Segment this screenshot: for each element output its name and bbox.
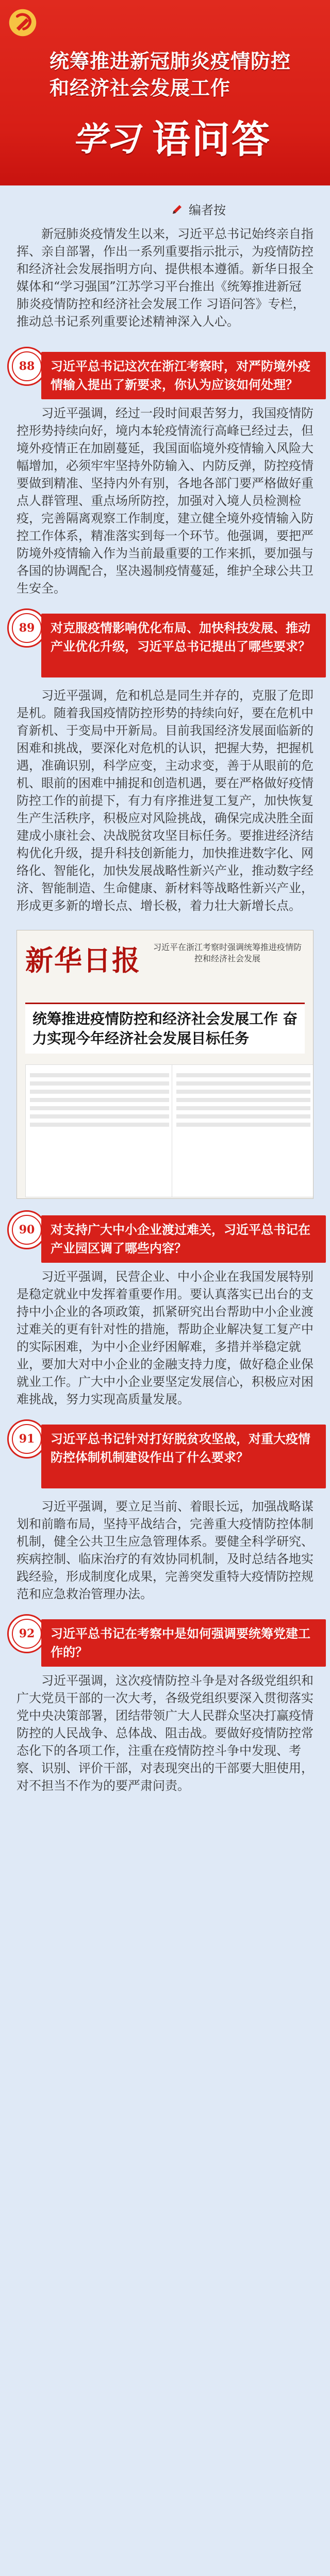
series-title <box>62 108 309 165</box>
question-header <box>0 1415 330 1493</box>
question-number-badge <box>7 608 46 648</box>
answer-text: 习近平强调，要立足当前、着眼长远，加强战略谋划和前瞻布局，坚持平战结合，完善重大疫情防控体制机制，健全公共卫生应急管理体系。要健全科学研究、疾病控制、临床治疗的有效协同机制，及时总结各地实践经验，形成制度化成果，完善突发重特大疫情防控规范和应急救治管理办法。 <box>16 1499 314 1601</box>
answer-text: 习近平强调，经过一段时间艰苦努力，我国疫情防控形势持续向好，境内本轮疫情流行高峰已经过去，但境外疫情正在加剧蔓延，我国面临境外疫情输入风险大幅增加，必须牢牢坚持外防输入、内防反弹，防控疫情要做到精准、坚持内外有别，各地各部门要严格做好重点人群管理、重点场所防控，加强对入境人员检测检疫，完善隔离观察工作制度，建立健全境外疫情输入防控工作体系，精准落实到每一个环节。他强调，要把严防境外疫情输入作为当前最重要的工作来抓，要加强与各国的协调配合，坚决遏制疫情蔓延，维护全球公共卫生安全。 <box>16 406 314 596</box>
editor-label-text: 编者按 <box>189 203 226 217</box>
question-header <box>0 1206 330 1263</box>
question-header <box>0 604 330 682</box>
series-brand: 学习 <box>73 120 139 159</box>
qa-block-92 <box>0 1610 330 1794</box>
newspaper-column <box>172 1064 314 1197</box>
newspaper-masthead: 新华日报 <box>25 944 141 977</box>
qa-block-88 <box>0 343 330 597</box>
newspaper-headline: 统筹推进疫情防控和经济社会发展工作 奋力实现今年经济社会发展目标任务 <box>25 1003 305 1054</box>
question-text: 习近平总书记针对打好脱贫攻坚战，对重大疫情防控体制机制建设作出了什么要求？ <box>41 1425 326 1488</box>
qa-block-90 <box>0 1206 330 1408</box>
title-line-2: 和经济社会发展工作 <box>50 76 231 99</box>
question-header <box>0 1610 330 1667</box>
question-text: 习近平总书记在考察中是如何强调要统筹党建工作的？ <box>41 1619 326 1667</box>
newspaper-column <box>25 1064 174 1197</box>
answer-text: 习近平强调，民营企业、中小企业在我国发展特别是稳定就业中发挥着重要作用。要认真落实已出台的支持中小企业的各项政策，抓紧研究出台帮助中小企业渡过难关的更有针对性的措施，帮助企业解决复工复产中的实际困难，为中小企业纾困解难，多措并举稳定就业，要加大对中小企业的金融支持力度，做好稳企业保就业工作。广大中小企业要坚定发展信心，积极应对困难挑战，努力实现高质量发展。 <box>16 1269 314 1406</box>
editor-intro: 新冠肺炎疫情发生以来，习近平总书记始终亲自指挥、亲自部署，作出一系列重要指示批示，为疫情防控和经济社会发展指明方向、提供根本遵循。新华日报全媒体和“学习强国”江苏学习平台推出《统筹推进新冠肺炎疫情防控和经济社会发展工作 习语问答》专栏，推动总书记系列重要论述精神深入人心。 <box>16 227 314 329</box>
question-header <box>0 343 330 399</box>
question-number: 90 <box>19 1223 35 1236</box>
question-number-badge <box>7 1614 46 1653</box>
question-text: 习近平总书记这次在浙江考察时，对严防境外疫情输入提出了新要求，你认为应该如何处理？ <box>41 352 326 399</box>
qa-block-89 <box>0 604 330 914</box>
title-line-1: 统筹推进新冠肺炎疫情防控 <box>50 49 291 73</box>
header-banner <box>0 0 330 185</box>
question-text: 对支持广大中小企业渡过难关，习近平总书记在产业园区调了哪些内容？ <box>41 1215 326 1263</box>
editor-note <box>0 185 330 335</box>
party-emblem-icon <box>8 8 37 37</box>
pencil-icon <box>171 203 184 215</box>
question-number-badge <box>7 1419 46 1459</box>
question-number: 91 <box>19 1432 35 1446</box>
qa-block-91 <box>0 1415 330 1603</box>
question-number: 89 <box>19 621 35 635</box>
answer-text: 习近平强调，这次疫情防控斗争是对各级党组织和广大党员干部的一次大考，各级党组织要深入贯彻落实党中央决策部署，团结带领广大人民群众坚决打赢疫情防控的人民战争、总体战、阻击战。要做好疫情防控常态化下的各项工作，注重在疫情防控斗争中发现、考察、识别、评价干部，对表现突出的干部要大胆使用，对不担当不作为的要严肃问责。 <box>16 1673 314 1793</box>
answer-text: 习近平强调，危和机总是同生并存的，克服了危即是机。随着我国疫情防控形势的持续向好，要在危机中育新机、于变局中开新局。目前我国经济发展面临新的困难和挑战，要深化对危机的认识，把握大势，把握机遇，准确识别，科学应变，主动求变，善于从眼前的危机、眼前的困难中捕捉和创造机遇，要在严格做好疫情防控工作的前提下，有力有序推进复工复产，加快恢复生产生活秩序，积极应对风险挑战，确保完成决胜全面建成小康社会、决战脱贫攻坚目标任务。要推进经济结构优化升级，提升科技创新能力，加快推进数字化、网络化、智能化，加快发展战略性新兴产业，推动数字经济、智能制造、生命健康、新材料等战略性新兴产业，形成更多新的增长点、增长极，着力壮大新增长点。 <box>16 688 314 913</box>
question-number-badge <box>7 1210 46 1249</box>
editor-label <box>171 200 226 218</box>
question-text: 对克服疫情影响优化布局、加快科技发展、推动产业优化升级，习近平总书记提出了哪些要求？ <box>41 614 326 677</box>
question-number-badge <box>7 347 46 386</box>
question-number: 92 <box>19 1627 35 1640</box>
series-name: 语问答 <box>152 117 271 162</box>
newspaper-subhead: 习近平在浙江考察时强调统筹推进疫情防控和经济社会发展 <box>153 942 302 963</box>
newspaper-clipping <box>16 930 314 1199</box>
question-number: 88 <box>19 360 35 373</box>
